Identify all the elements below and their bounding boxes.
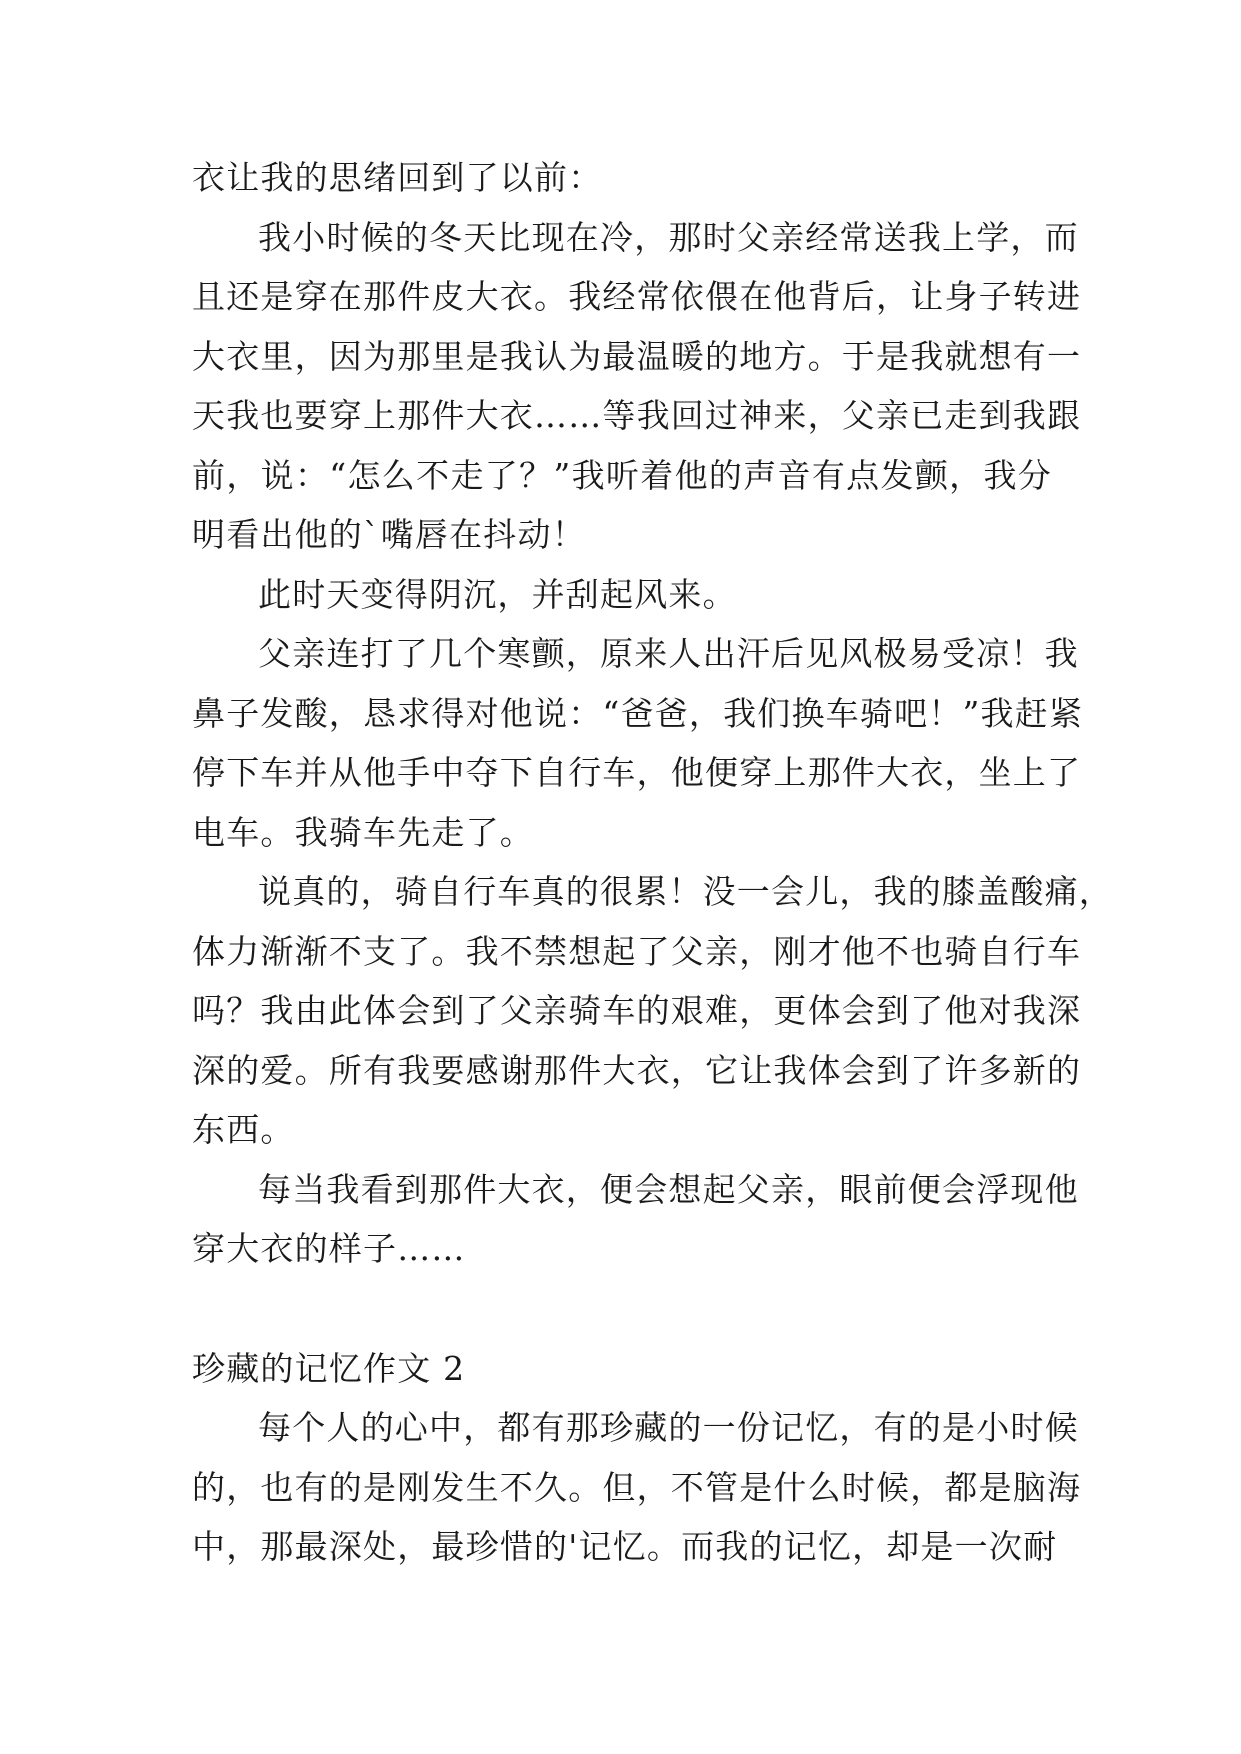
article-title: 珍藏的记忆作文 2	[192, 1348, 466, 1388]
text-line: 前，说：“怎么不走了？”我听着他的声音有点发颤，我分	[192, 455, 1052, 495]
text-line: 父亲连打了几个寒颤，原来人出汗后见风极易受凉！我	[258, 634, 1079, 673]
text-line: 体力渐渐不支了。我不禁想起了父亲，刚才他不也骑自行车	[192, 931, 1082, 971]
text-line: 此时天变得阴沉，并刮起风来。	[258, 574, 737, 614]
text-line: 说真的，骑自行车真的很累！没一会儿，我的膝盖酸痛，	[258, 872, 1113, 911]
text-line: 鼻子发酸，恳求得对他说：“爸爸，我们换车骑吧！”我赶紧	[192, 693, 1084, 733]
document-page	[192, 148, 1113, 1577]
paragraph	[192, 624, 1084, 862]
text-line: 中，那最深处，最珍惜的'记忆。而我的记忆，却是一次耐	[192, 1527, 1058, 1566]
text-line: 穿大衣的样子……	[192, 1229, 466, 1268]
text-line: 天我也要穿上那件大衣……等我回过神来，父亲已走到我跟	[192, 396, 1082, 435]
paragraph	[192, 208, 1082, 565]
paragraph	[192, 862, 1113, 1160]
paragraph	[192, 1398, 1082, 1577]
section-gap	[192, 1279, 1052, 1339]
text-line: 每当我看到那件大衣，便会想起父亲，眼前便会浮现他	[258, 1169, 1079, 1209]
text-line: 深的爱。所有我要感谢那件大衣，它让我体会到了许多新的	[192, 1050, 1082, 1090]
text-line: 吗？我由此体会到了父亲骑车的艰难，更体会到了他对我深	[192, 991, 1082, 1030]
text-line: 大衣里，因为那里是我认为最温暖的地方。于是我就想有一	[192, 336, 1082, 376]
text-line: 明看出他的`嘴唇在抖动！	[192, 515, 586, 554]
text-line: 停下车并从他手中夺下自行车，他便穿上那件大衣，坐上了	[192, 753, 1082, 792]
text-line: 电车。我骑车先走了。	[192, 812, 534, 852]
paragraph	[192, 1160, 1079, 1279]
continuation-line: 衣让我的思绪回到了以前：	[192, 158, 603, 197]
text-line: 且还是穿在那件皮大衣。我经常依偎在他背后，让身子转进	[192, 277, 1082, 316]
text-line: 我小时候的冬天比现在冷，那时父亲经常送我上学，而	[258, 217, 1079, 257]
paragraph	[192, 565, 1052, 625]
text-line: 东西。	[192, 1110, 295, 1149]
text-line: 的，也有的是刚发生不久。但，不管是什么时候，都是脑海	[192, 1467, 1082, 1507]
text-line: 每个人的心中，都有那珍藏的一份记忆，有的是小时候	[258, 1408, 1079, 1447]
